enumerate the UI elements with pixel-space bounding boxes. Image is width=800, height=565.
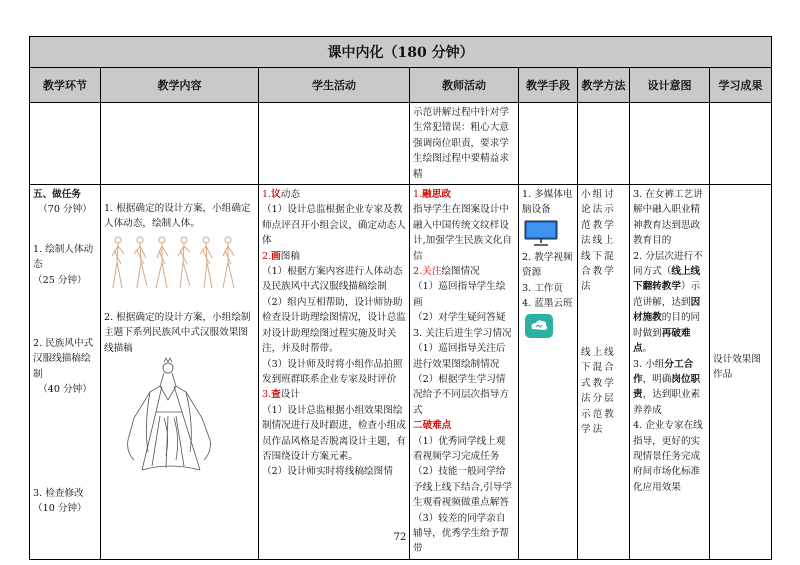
cloud-class-app-icon [524, 313, 554, 339]
keyword-draw: 画 [271, 250, 281, 262]
header-student-activity: 学生活动 [259, 68, 410, 103]
table-row [30, 185, 772, 560]
means-m2: 2. 教学视频资源 [522, 251, 573, 279]
header-row [30, 68, 772, 103]
means-m1: 1. 多媒体电脑设备 [522, 189, 573, 216]
method-a: 小组讨论法示范教学法线上线下混合教学法 [581, 189, 616, 293]
table-row [30, 103, 772, 185]
means-cell [519, 185, 578, 560]
intent-cell [630, 185, 710, 560]
smartboard-icon [524, 220, 558, 246]
keyword-discuss: 议 [271, 189, 281, 201]
student-activity-cell: 1.议动态 （1）设计总监根据企业专家及教师点评召开小组会议，确定动态人体 2.画图稿 （1）根据方案内容进行人体动态及民族风中式汉服线描稿绘制 （2）组内互相帮助，设计师协助检查设计助理绘图情况，设计总监对设计助理绘图过程实施及时关注，并及时帮带。 （3）设计师及时将小组作品拍照发到班群联系企业专家及时评价 3.查设计 （1）设计总监根据小组效果图绘制情况进行及时跟进，检查小组成员作品风格是否脱离设计主题，有否围绕设计方案元素。 （2）设计师实时将线稿绘图情 [259, 185, 410, 560]
teacher-activity-cell: 1.融思政 指导学生在图案设计中融入中国传统文纹样设计,加强学生民族文化自信 2.关注绘图情况 （1）巡回指导学生绘画 （2）对学生疑问答疑 3. 关注后进生学习情况 （1）巡回指导关注后进行效果图绘制情况 （2）根据学生学习情况给予不同层次指导方式 二破难点 （1）优秀同学线上观看视频学习完成任务 （2）技能一般同学给予线上线下结合,引导学生观看视频做重点解答 （3）较差的同学亲自辅导，优秀学生给予帮带 [410, 185, 519, 560]
student-s1-text: （1）设计总监根据企业专家及教师点评召开小组会议，确定动态人体 [262, 204, 406, 247]
student-s2-b: （2）组内互相帮助，设计师协助检查设计助理绘图情况，设计总监对设计助理绘图过程实施及时关注，并及时帮带。 [262, 296, 406, 355]
student-s3-a: （1）设计总监根据小组效果图绘制情况进行及时跟进，检查小组成员作品风格是否脱离设计主题，有否围绕设计方案元素。 [262, 404, 406, 462]
teacher-d-b: （2）技能一般同学给予线上线下结合,引导学生观看视频做重点解答 [413, 466, 512, 509]
method-cell [578, 185, 630, 560]
header-means: 教学手段 [519, 68, 578, 103]
stage-cell [30, 185, 101, 560]
content-cell [101, 185, 259, 560]
stage-item-2-time: （40 分钟） [38, 384, 92, 396]
keyword-attention: 关注 [422, 266, 442, 278]
header-method: 教学方法 [578, 68, 630, 103]
student-s3-b: （2）设计师实时将线稿绘图情 [262, 466, 393, 478]
intent-i4: 4. 企业专家在线指导，更好的实现情景任务完成府间市场化标准化应用效果 [633, 420, 703, 493]
stage-item-2: 2. 民族风中式汉服线描稿绘制 [33, 338, 94, 380]
header-result: 学习成果 [710, 68, 772, 103]
stage-item-3: 3. 检查修改 [33, 487, 84, 499]
hanfu-sketch-image [104, 356, 254, 474]
method-b: 线上线下混合式教学法分层示范教学法 [581, 346, 616, 435]
means-m4: 4. 蓝墨云班 [522, 298, 573, 310]
keyword-ideology: 融思政 [422, 189, 451, 201]
teacher-t2-a: （1）巡回指导学生绘画 [413, 281, 506, 308]
keyword-check: 查 [271, 389, 281, 401]
stage-item-3-time: （10 分钟） [33, 503, 87, 515]
figure-sketches-image [104, 232, 254, 302]
intent-i3: 3. 小组分工合作，明确岗位职责，达到职业素养养成 [633, 358, 701, 416]
stage-item-1: 1. 绘制人体动态 [33, 243, 94, 271]
stage-item-1-time: （25 分钟） [33, 274, 87, 286]
teacher-d-a: （1）优秀同学线上观看视频学习完成任务 [413, 435, 506, 462]
intent-i1: 3. 在女裤工艺讲解中融入职业精神教育达到思政教育目的 [633, 189, 703, 247]
intent-i2: 2. 分层次进行不同方式（线上线下翻转教学）示范讲解，达到因材施教的目的同时做到再破难点。 [633, 250, 703, 355]
content-p2: 2. 根据确定的设计方案，小组绘制主题下系列民族风中式汉服效果图线描稿 [104, 311, 251, 354]
result-cell [710, 185, 772, 560]
teacher-d-c: （3）较差的同学亲自辅导，优秀学生给予帮带 [413, 512, 509, 555]
means-m3: 3. 工作页 [522, 282, 563, 294]
task-time: （70 分钟） [38, 204, 92, 216]
teacher-t3-a: （1）巡回指导关注后进行效果图绘制情况 [413, 343, 506, 370]
teacher-t2-b: （2）对学生疑问答疑 [413, 312, 506, 324]
student-s2-c: （3）设计师及时将小组作品拍照发到班群联系企业专家及时评价 [262, 358, 403, 385]
result-text: 设计效果图作品 [713, 354, 761, 381]
task-title: 五、做任务 [33, 189, 81, 201]
page-number: 72 [393, 532, 407, 543]
table-title: 课中内化（180 分钟） [30, 37, 772, 68]
header-intent: 设计意图 [630, 68, 710, 103]
student-s2-a: （1）根据方案内容进行人体动态及民族风中式汉服线描稿绘制 [262, 266, 403, 293]
header-content: 教学内容 [101, 68, 259, 103]
teacher-activity-cont: 示范讲解过程中针对学生常犯错误：粗心大意强调岗位职责，要求学生绘图过程中要精益求精 [410, 103, 519, 185]
header-teacher-activity: 教师活动 [410, 68, 519, 103]
lesson-table [29, 36, 772, 560]
teacher-t3-b: （2）根据学生学习情况给予不同层次指导方式 [413, 373, 509, 416]
header-stage: 教学环节 [30, 68, 101, 103]
content-p1: 1. 根据确定的设计方案，小组确定人体动态，绘制人体。 [104, 203, 251, 230]
keyword-difficulty: 二破难点 [413, 420, 452, 432]
teacher-t1-text: 指导学生在图案设计中融入中国传统文纹样设计,加强学生民族文化自信 [413, 204, 512, 262]
teacher-t3: 3. 关注后进生学习情况 [413, 327, 512, 339]
